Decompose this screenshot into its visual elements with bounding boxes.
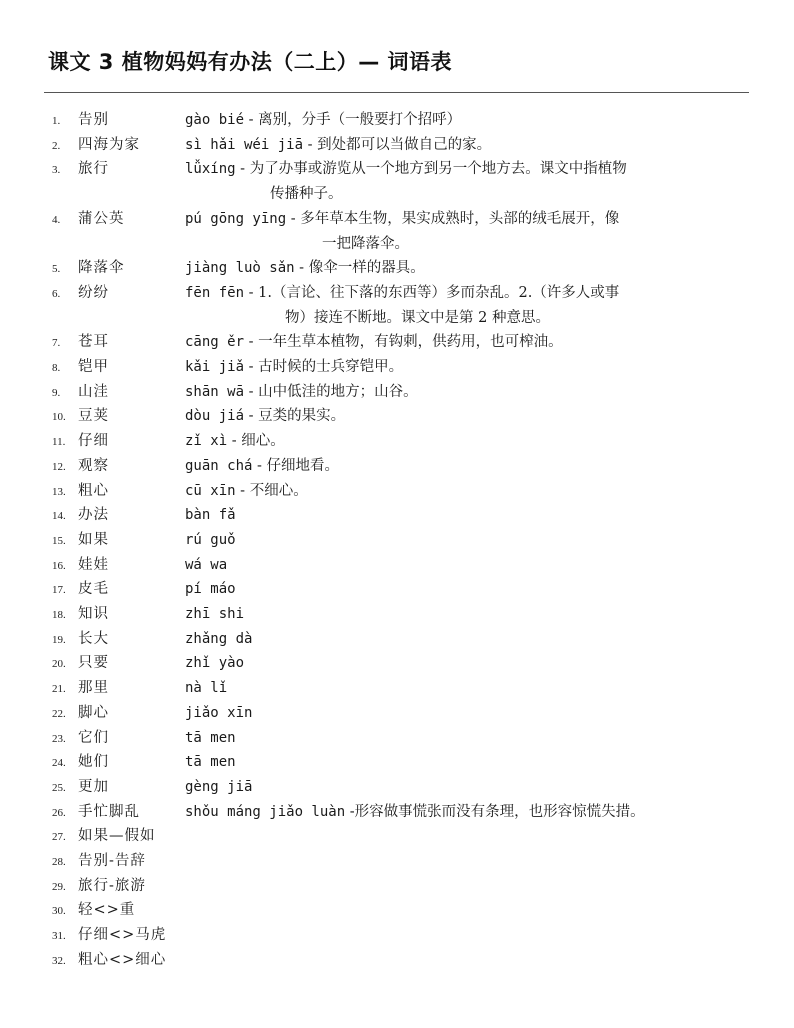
entry-word: 粗心 [78,482,109,499]
entry-pinyin: tā men [185,729,236,746]
entry-meaning: - 到处都可以当做自己的家。 [303,136,492,153]
entry-word: 脚心 [78,704,109,721]
entry-number: 10. [52,411,66,424]
entry-definition [185,602,745,627]
entry-word: 仔细 [78,433,109,450]
entry-word: 旅行 [78,161,109,178]
entry-word: 告别 [78,112,109,128]
entry-definition [185,528,745,553]
entry-word: 仔细<>马虎 [78,927,167,944]
entry-pinyin: zhǎng dà [185,630,253,647]
entry-definition [185,676,745,701]
entry-word: 铠甲 [78,359,109,376]
entry-number: 27. [52,831,66,844]
entry-definition [185,207,745,256]
entry-meaning: -形容做事慌张而没有条理，也形容惊慌失措。 [345,803,645,820]
entry-meaning: - 古时候的士兵穿铠甲。 [244,359,404,376]
entry-meaning: - 豆类的果实。 [244,408,346,425]
entry-definition [185,750,745,775]
vocab-entry [0,577,794,602]
entry-meaning: - 一年生草本植物，有钩刺，供药用，也可榨油。 [244,334,563,351]
entry-definition [185,627,745,652]
entry-number: 4. [52,213,61,226]
entry-definition [185,651,745,676]
entry-meaning: - 多年草本生物，果实成熟时，头部的绒毛展开，像 [286,210,620,227]
entry-definition [185,330,745,355]
entry-definition [185,157,745,206]
entry-number: 5. [52,263,61,276]
entry-pinyin: lǚxíng [185,161,236,178]
vocab-entry [0,775,794,800]
entry-number: 12. [52,460,66,473]
entry-pinyin: jiàng luò sǎn [185,260,295,277]
entry-pinyin: zhǐ yào [185,655,245,672]
entry-meaning: - 山中低洼的地方；山谷。 [244,383,418,400]
vocab-entry [0,503,794,528]
entry-word: 更加 [78,778,109,795]
vocab-entry [0,404,794,429]
entry-definition [185,133,745,158]
vocab-entry [0,429,794,454]
entry-word: 长大 [78,630,109,647]
entry-word: 它们 [78,729,109,746]
entry-word: 轻<>重 [78,902,136,919]
entry-number: 11. [52,436,66,449]
entry-meaning-continued: 一把降落伞。 [322,235,409,252]
entry-definition [185,800,745,825]
vocab-entry [0,553,794,578]
entry-pinyin: gào bié [185,112,245,128]
entry-meaning: - 仔细地看。 [252,457,340,474]
entry-number: 1. [52,115,61,127]
entry-pinyin: guān chá [185,457,253,474]
entry-word: 皮毛 [78,581,109,598]
vocab-entry [0,627,794,652]
entry-definition [185,503,745,528]
entry-pinyin: bàn fǎ [185,507,236,524]
entry-word: 苍耳 [78,334,109,351]
entry-word: 告别-告辞 [78,853,146,870]
entry-meaning: - 像伞一样的器具。 [294,260,425,277]
entry-number: 32. [52,954,66,967]
entry-number: 7. [52,337,61,350]
entry-meaning: - 不细心。 [235,482,308,499]
entry-meaning: - 细心。 [227,433,285,450]
vocab-entry [0,898,794,923]
entry-number: 26. [52,806,66,819]
entry-definition [185,429,745,454]
entry-number: 9. [52,386,61,399]
entry-pinyin: sì hǎi wéi jiā [185,136,304,153]
entry-pinyin: nà lǐ [185,680,228,697]
vocab-entry [0,800,794,825]
entry-pinyin: wá wa [185,556,228,573]
entry-pinyin: zǐ xì [185,433,228,450]
entry-number: 25. [52,781,66,794]
entry-word: 观察 [78,457,109,474]
entry-definition [185,479,745,504]
entry-number: 21. [52,683,66,696]
vocab-entry [0,874,794,899]
entry-pinyin: pú gōng yīng [185,210,287,227]
entry-word: 手忙脚乱 [78,803,140,820]
entry-pinyin: zhī shi [185,606,245,623]
vocab-entry [0,528,794,553]
entry-pinyin: shān wā [185,383,245,400]
entry-word: 蒲公英 [78,210,125,227]
entry-definition [185,281,745,330]
entry-number: 22. [52,707,66,720]
vocab-entry [0,281,794,330]
entry-number: 8. [52,362,61,375]
entry-pinyin: rú guǒ [185,531,236,548]
entry-number: 13. [52,485,66,498]
vocab-entry [0,355,794,380]
entry-meaning-continued: 物）接连不断地。课文中是第 2 种意思。 [285,309,550,326]
entry-number: 23. [52,732,66,745]
vocab-entry [0,701,794,726]
vocab-entry [0,256,794,281]
vocab-entry [0,750,794,775]
entry-number: 17. [52,584,66,597]
vocab-entry [0,454,794,479]
entry-word: 娃娃 [78,556,109,573]
entry-definition [185,577,745,602]
entry-definition [185,355,745,380]
entry-pinyin: kǎi jiǎ [185,359,245,376]
vocab-entry [0,479,794,504]
vocab-entry [0,157,794,206]
entry-definition [185,404,745,429]
vocab-entry [0,330,794,355]
entry-word: 山洼 [78,383,109,400]
entry-definition [185,454,745,479]
entry-word: 四海为家 [78,136,140,153]
entry-definition [185,108,745,133]
entry-meaning-continued: 传播种子。 [270,186,343,203]
entry-word: 如果 [78,531,109,548]
entry-word: 她们 [78,754,109,771]
entry-meaning: - 离别，分手（一般要打个招呼） [244,112,462,128]
entry-pinyin: cāng ěr [185,334,245,351]
entry-number: 29. [52,880,66,893]
entry-word: 旅行-旅游 [78,877,146,894]
vocab-entry [0,923,794,948]
entry-number: 6. [52,287,61,300]
vocab-entry [0,676,794,701]
vocab-entry [0,948,794,973]
entry-pinyin: dòu jiá [185,408,245,425]
entry-number: 2. [52,139,61,152]
title-divider [44,92,749,93]
entry-number: 14. [52,510,66,523]
vocab-entry [0,380,794,405]
entry-number: 3. [52,164,61,177]
entry-number: 16. [52,559,66,572]
entry-definition [185,701,745,726]
entry-meaning: - 为了办事或游览从一个地方到另一个地方去。课文中指植物 [235,161,627,178]
entry-pinyin: cū xīn [185,482,236,499]
entry-word: 豆荚 [78,408,109,425]
entry-number: 24. [52,757,66,770]
entry-number: 30. [52,905,66,918]
vocab-entry [0,651,794,676]
entry-number: 15. [52,534,66,547]
entry-pinyin: gèng jiā [185,778,253,795]
entry-word: 知识 [78,606,109,623]
vocab-entry [0,133,794,158]
entry-word: 只要 [78,655,109,672]
page-title: 课文 3 植物妈妈有办法（二上）— 词语表 [48,50,453,74]
entry-word: 纷纷 [78,284,109,301]
entry-number: 28. [52,856,66,869]
entry-pinyin: fēn fēn [185,284,245,301]
entry-pinyin: pí máo [185,581,236,598]
entry-word: 粗心<>细心 [78,951,167,968]
entry-definition [185,380,745,405]
vocab-entry [0,824,794,849]
vocab-entry [0,849,794,874]
entry-definition [185,256,745,281]
entry-pinyin: tā men [185,754,236,771]
entry-word: 那里 [78,680,109,697]
entry-meaning: - 1.（言论、往下落的东西等）多而杂乱。2.（许多人或事 [244,284,620,301]
vocab-entry [0,602,794,627]
entry-word: 降落伞 [78,260,125,277]
entry-number: 31. [52,930,66,943]
entry-number: 18. [52,609,66,622]
entry-word: 如果—假如 [78,828,156,845]
vocab-entry [0,207,794,256]
entry-number: 19. [52,633,66,646]
vocab-entry [0,108,794,133]
entry-pinyin: jiǎo xīn [185,704,253,721]
vocabulary-list [0,108,794,973]
entry-number: 20. [52,658,66,671]
entry-definition [185,726,745,751]
vocab-entry [0,726,794,751]
entry-definition [185,775,745,800]
entry-definition [185,553,745,578]
entry-pinyin: shǒu máng jiǎo luàn [185,803,346,820]
entry-word: 办法 [78,507,109,524]
